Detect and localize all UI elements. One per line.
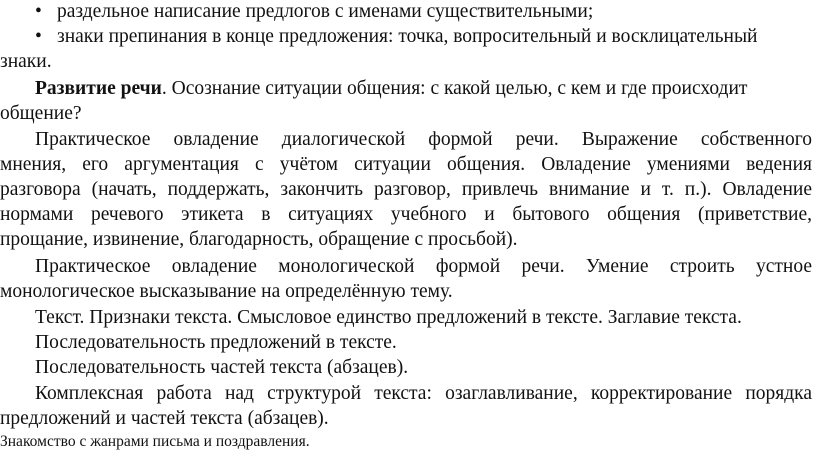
- section-heading-continuation: общение?: [0, 103, 82, 124]
- bullet-item: [35, 25, 812, 49]
- section-heading-line: [35, 77, 812, 101]
- section-heading: Развитие речи: [35, 78, 162, 99]
- bullet-continuation: знаки.: [0, 51, 52, 72]
- bullet-marker: •: [35, 1, 42, 22]
- paragraph-line: разговора (начать, поддержать, закончить разговор, привлечь внимание и т. п.). Овладение: [0, 179, 812, 200]
- paragraph-sentence-order: Последовательность предложений в тексте.: [35, 332, 397, 353]
- bullet-text: раздельное написание предлогов с именами существительными;: [57, 1, 594, 22]
- paragraph-part-order: Последовательность частей текста (абзацев).: [35, 357, 409, 378]
- paragraph-line: монологическое высказывание на определённую тему.: [0, 281, 453, 302]
- paragraph-line: Практическое овладение монологической формой речи. Умение строить устное: [35, 256, 812, 277]
- paragraph-genres: Знакомство с жанрами письма и поздравления.: [0, 433, 310, 450]
- section-heading-text: . Осознание ситуации общения: с какой целью, с кем и где происходит: [161, 78, 748, 99]
- paragraph-line: Комплексная работа над структурой текста: озаглавливание, корректирование порядка: [35, 383, 812, 404]
- paragraph-text-features: Текст. Признаки текста. Смысловое единство предложений в тексте. Заглавие текста.: [35, 307, 742, 328]
- paragraph-line: нормами речевого этикета в ситуациях учебного и бытового общения (приветствие,: [0, 204, 812, 225]
- paragraph-line: мнения, его аргументация с учётом ситуации общения. Овладение умениями ведения: [0, 154, 812, 175]
- paragraph-line: прощание, извинение, благодарность, обращение с просьбой).: [0, 229, 518, 250]
- bullet-item: [35, 0, 812, 24]
- paragraph-line: Практическое овладение диалогической формой речи. Выражение собственного: [35, 129, 812, 150]
- bullet-marker: •: [35, 26, 42, 47]
- bullet-text: знаки препинания в конце предложения: точка, вопросительный и восклицательный: [57, 26, 758, 47]
- paragraph-line: предложений и частей текста (абзацев).: [0, 408, 329, 429]
